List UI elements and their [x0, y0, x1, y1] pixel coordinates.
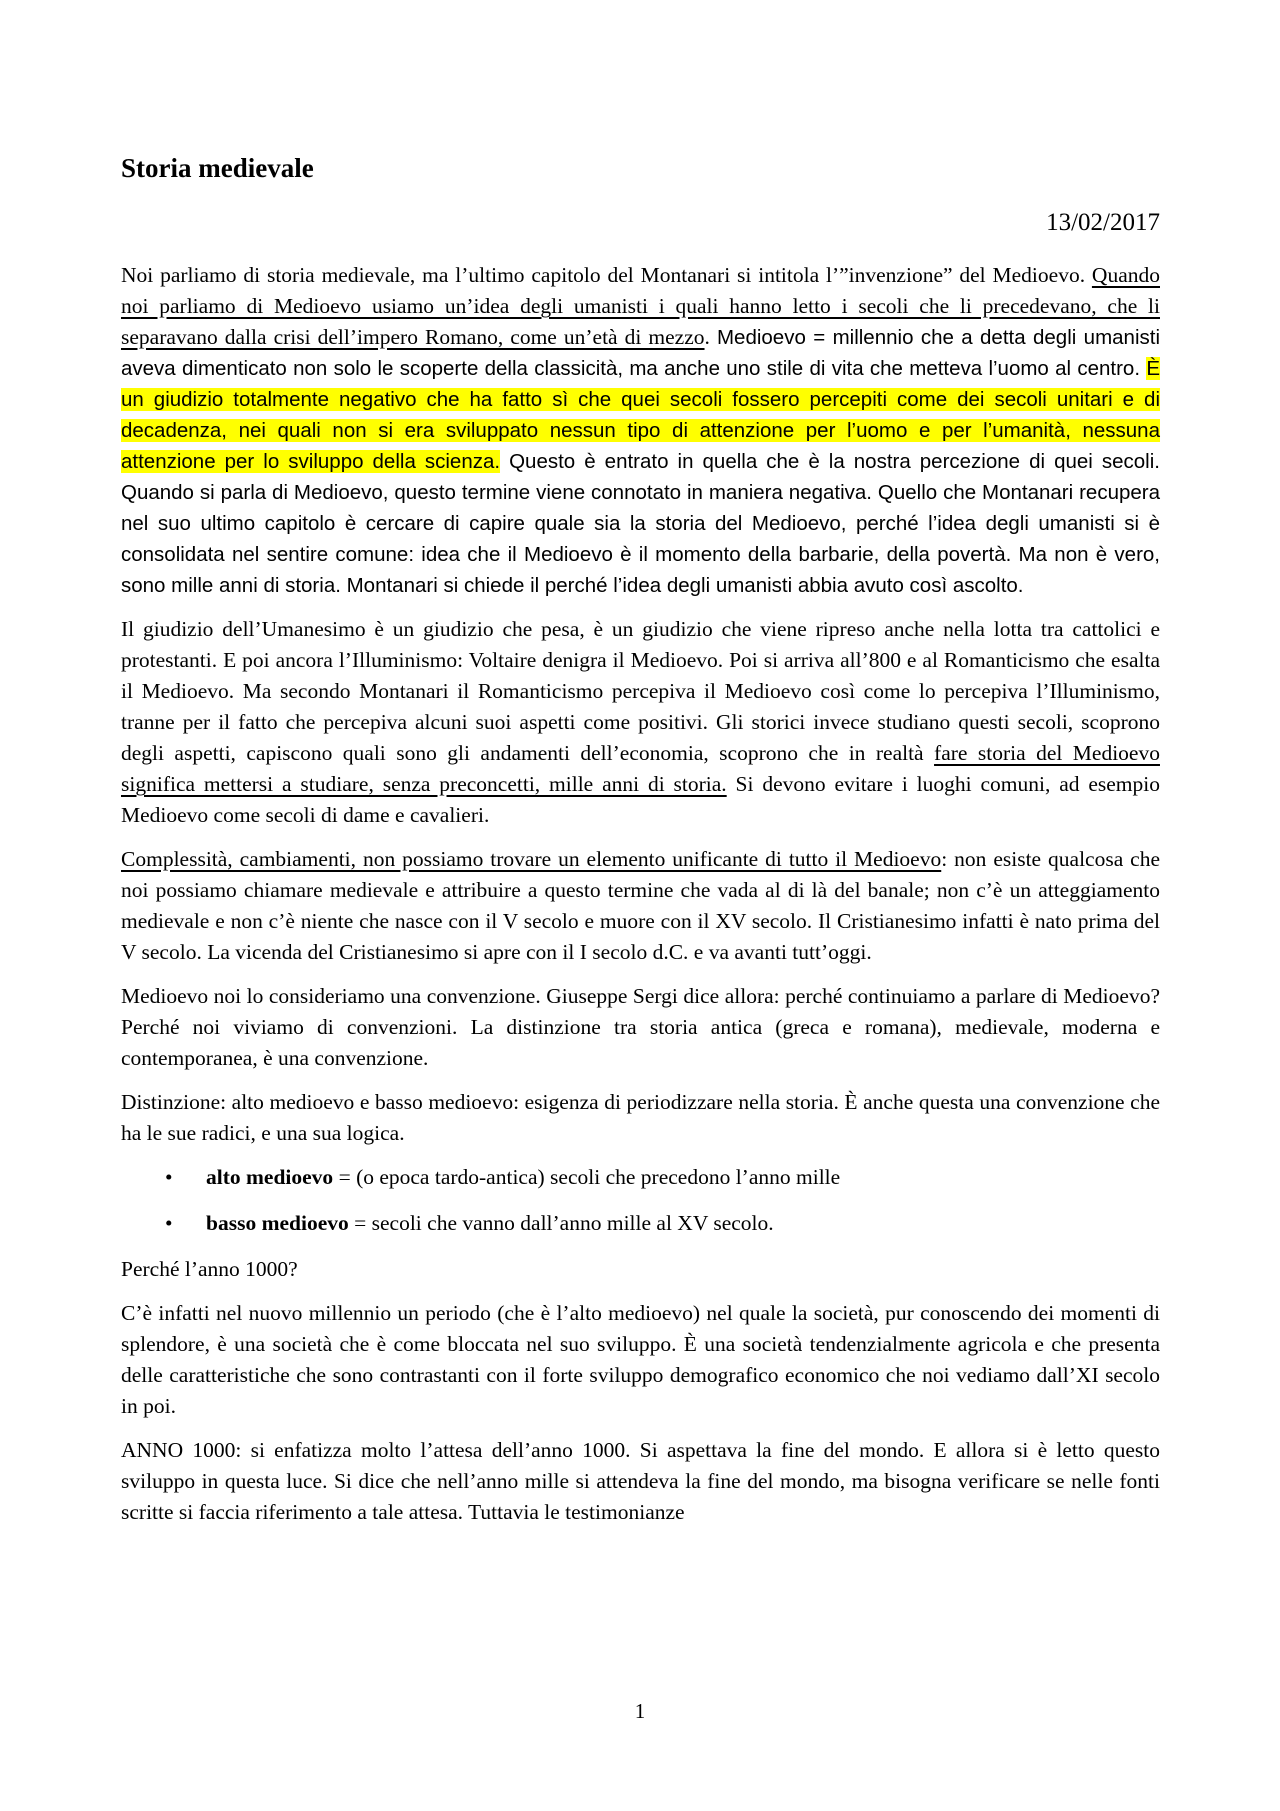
bullet-definition: = secoli che vanno dall’anno mille al XV secolo. [348, 1211, 774, 1235]
paragraph-1-underlined-text: Quando noi parliamo di Medioevo usiamo un’idea degli umanisti i quali hanno letto i secoli che li precedevano, che li separavano dalla crisi dell’impero Romano, come un’età di mezzo [121, 263, 1160, 349]
paragraph-6: Perché l’anno 1000? [121, 1257, 298, 1281]
paragraph-3-underlined-text: Complessità, cambiamenti, non possiamo trovare un elemento unificante di tutto il Medioevo [121, 847, 942, 871]
bullet-list [121, 1162, 1160, 1239]
bullet-icon: • [165, 1165, 173, 1189]
paragraph-1-sans-outro: Questo è entrato in quella che è la nostra percezione di quei secoli. Quando si parla di Medioevo, questo termine viene connotato in maniera negativa. Quello che Montanari recupera nel suo ultimo capitolo è cercare di capire quale sia la storia del Medioevo, perché l’idea degli umanisti si è consolidata nel sentire comune: idea che il Medioevo è il momento della barbarie, della povertà. Ma non è vero, sono mille anni di storia. Montanari si chiede il perché l’idea degli umanisti abbia avuto così ascolto. [121, 450, 1160, 597]
paragraph-1-sans-intro: Medioevo = millennio che a detta degli umanisti aveva dimenticato non solo le scoperte della classicità, ma anche uno stile di vita che metteva l’uomo al centro. [121, 326, 1161, 380]
paragraph-2-text-a: Il giudizio dell’Umanesimo è un giudizio che pesa, è un giudizio che viene ripreso anche nella lotta tra cattolici e protestanti. E poi ancora l’Illuminismo: Voltaire denigra il Medioevo. Poi si arriva all’800 e al Romanticismo che esalta il Medioevo. Ma secondo Montanari il Romanticismo percepiva il Medioevo così come lo percepiva l’Illuminismo, tranne per il fatto che percepiva alcuni suoi aspetti come positivi. Gli storici invece studiano questi secoli, scoprono degli aspetti, capiscono quali sono gli andamenti dell’economia, scoprono che in realtà [121, 617, 1160, 765]
paragraph-3 [121, 844, 1160, 968]
bullet-icon: • [165, 1211, 173, 1235]
paragraph-4: Medioevo noi lo consideriamo una convenzione. Giuseppe Sergi dice allora: perché continuiamo a parlare di Medioevo? Perché noi viviamo di convenzioni. La distinzione tra storia antica (greca e romana), medievale, moderna e contemporanea, è una convenzione. [121, 984, 1160, 1070]
document-date: 13/02/2017 [1046, 209, 1160, 236]
bullet-term: basso medioevo [206, 1211, 349, 1235]
page-number: 1 [634, 1699, 646, 1723]
page-title: Storia medievale [121, 153, 314, 183]
bullet-term: alto medioevo [206, 1165, 334, 1189]
list-item [121, 1208, 1160, 1239]
paragraph-3-text: : non esiste qualcosa che noi possiamo chiamare medievale e attribuire a questo termine che vada al di là del banale; non c’è un atteggiamento medievale e non c’è niente che nasce con il V secolo e muore con il XV secolo. Il Cristianesimo infatti è nato prima del V secolo. La vicenda del Cristianesimo si apre con il I secolo d.C. e va avanti tutt’oggi. [121, 847, 1161, 964]
paragraph-8: ANNO 1000: si enfatizza molto l’attesa dell’anno 1000. Si aspettava la fine del mondo. E allora si è letto questo sviluppo in questa luce. Si dice che nell’anno mille si attendeva la fine del mondo, ma bisogna verificare se nelle fonti scritte si faccia riferimento a tale attesa. Tuttavia le testimonianze [121, 1438, 1160, 1524]
paragraph-2-text-b: Si devono evitare i luoghi comuni, ad esempio Medioevo come secoli di dame e cavalieri. [121, 772, 1160, 827]
document-body [121, 260, 1160, 1541]
bullet-definition: = (o epoca tardo-antica) secoli che precedono l’anno mille [333, 1165, 841, 1189]
paragraph-5: Distinzione: alto medioevo e basso medioevo: esigenza di periodizzare nella storia. È anche questa una convenzione che ha le sue radici, e una sua logica. [121, 1090, 1160, 1145]
paragraph-1 [121, 260, 1160, 601]
paragraph-2 [121, 614, 1160, 831]
paragraph-1-text-a: Noi parliamo di storia medievale, ma l’ultimo capitolo del Montanari si intitola l’”invenzione” del Medioevo. [121, 263, 1092, 287]
paragraph-1-highlighted-text: È un giudizio totalmente negativo che ha fatto sì che quei secoli fossero percepiti come dei secoli unitari e di decadenza, nei quali non si era sviluppato nessun tipo di attenzione per l’uomo e per l’umanità, nessuna attenzione per lo sviluppo della scienza. [121, 357, 1160, 473]
paragraph-1-text-b: . [704, 325, 717, 349]
list-item [121, 1162, 1160, 1193]
paragraph-2-underlined-text: fare storia del Medioevo significa mettersi a studiare, senza preconcetti, mille anni di storia. [121, 741, 1160, 796]
paragraph-7: C’è infatti nel nuovo millennio un periodo (che è l’alto medioevo) nel quale la società, pur conoscendo dei momenti di splendore, è una società che è come bloccata nel suo sviluppo. È una società tendenzialmente agricola e che presenta delle caratteristiche che sono contrastanti con il forte sviluppo demografico economico che noi vediamo dall’XI secolo in poi. [121, 1301, 1160, 1418]
